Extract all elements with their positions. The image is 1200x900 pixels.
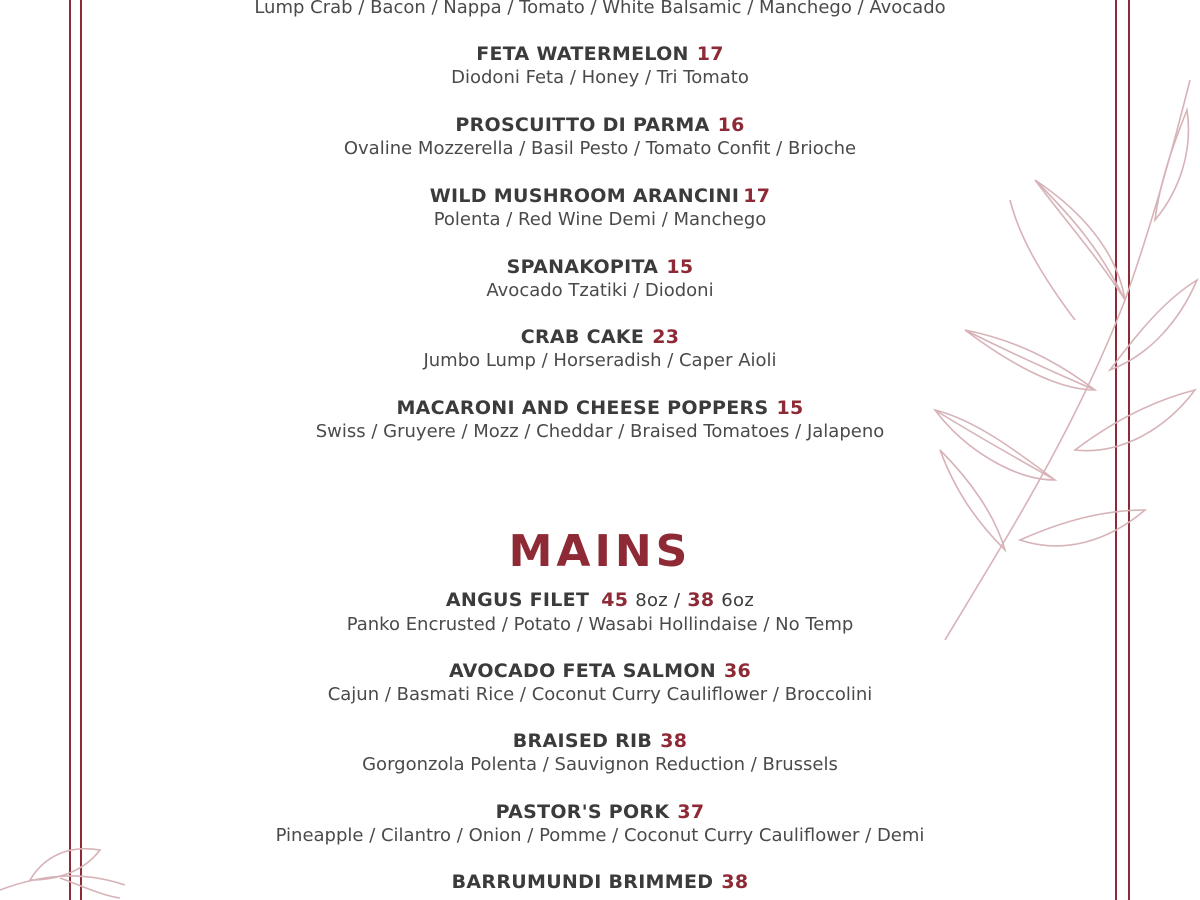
starter-item-mac-cheese-poppers: [0, 396, 1200, 444]
item-price: 15: [666, 256, 694, 278]
item-price: 16: [717, 114, 745, 136]
item-price-alt: 38: [687, 589, 715, 611]
item-name: MACARONI AND CHEESE POPPERS: [396, 397, 769, 419]
item-title: [0, 184, 1200, 208]
item-price: 37: [677, 801, 705, 823]
section-heading-mains: MAINS: [508, 526, 692, 577]
item-price: 15: [776, 397, 804, 419]
item-name: SPANAKOPITA: [506, 256, 659, 278]
item-price: 36: [724, 660, 752, 682]
main-item-angus-filet: [0, 588, 1200, 637]
item-price: 38: [660, 730, 688, 752]
item-title: [0, 113, 1200, 137]
item-size: 8oz /: [635, 590, 681, 611]
starter-item-spanakopita: [0, 255, 1200, 303]
starter-item-crab-cake: [0, 325, 1200, 373]
item-description: Panko Encrusted / Potato / Wasabi Hollindaise / No Temp: [346, 614, 854, 635]
item-description: Polenta / Red Wine Demi / Manchego: [433, 209, 767, 230]
main-item-barrumundi: [0, 870, 1200, 894]
item-title: [0, 255, 1200, 279]
item-description: Cajun / Basmati Rice / Coconut Curry Cauliflower / Broccolini: [327, 684, 873, 705]
item-name: WILD MUSHROOM ARANCINI: [429, 185, 740, 207]
item-name: CRAB CAKE: [520, 326, 645, 348]
item-price: 17: [696, 43, 724, 65]
item-name: FETA WATERMELON: [476, 43, 689, 65]
main-item-avocado-feta-salmon: [0, 659, 1200, 707]
item-title: [0, 325, 1200, 349]
item-description: Ovaline Mozzerella / Basil Pesto / Tomato Confit / Brioche: [343, 138, 857, 159]
item-title: [0, 870, 1200, 894]
item-price: 45: [601, 589, 629, 611]
item-description: Avocado Tzatiki / Diodoni: [486, 280, 714, 301]
main-item-pastors-pork: [0, 800, 1200, 848]
starter-item-arancini: [0, 184, 1200, 232]
item-name: PASTOR'S PORK: [495, 801, 670, 823]
item-title: [0, 588, 1200, 613]
item-title: [0, 800, 1200, 824]
item-price: 23: [652, 326, 680, 348]
item-description: Jumbo Lump / Horseradish / Caper Aioli: [423, 350, 777, 371]
item-title: [0, 659, 1200, 683]
item-name: BRAISED RIB: [512, 730, 653, 752]
item-description: Swiss / Gruyere / Mozz / Cheddar / Braised Tomatoes / Jalapeno: [315, 421, 885, 442]
item-description: Gorgonzola Polenta / Sauvignon Reduction / Brussels: [362, 754, 838, 775]
item-title: [0, 396, 1200, 420]
item-title: [0, 729, 1200, 753]
item-size-alt: 6oz: [721, 590, 755, 611]
item-description: Diodoni Feta / Honey / Tri Tomato: [451, 67, 749, 88]
item-name: AVOCADO FETA SALMON: [448, 660, 716, 682]
item-description: Lump Crab / Bacon / Nappa / Tomato / White Balsamic / Manchego / Avocado: [254, 0, 946, 18]
starter-item-proscuitto: [0, 113, 1200, 161]
item-name: BARRUMUNDI BRIMMED: [451, 871, 714, 893]
main-item-braised-rib: [0, 729, 1200, 777]
item-title: [0, 42, 1200, 66]
starter-item-feta-watermelon: [0, 42, 1200, 90]
item-name: ANGUS FILET: [445, 589, 590, 611]
item-name: PROSCUITTO DI PARMA: [455, 114, 710, 136]
item-price: 38: [721, 871, 749, 893]
item-description: Pineapple / Cilantro / Onion / Pomme / Coconut Curry Cauliflower / Demi: [275, 825, 925, 846]
starter-item-partial: [0, 0, 1200, 20]
item-price: 17: [743, 185, 771, 207]
